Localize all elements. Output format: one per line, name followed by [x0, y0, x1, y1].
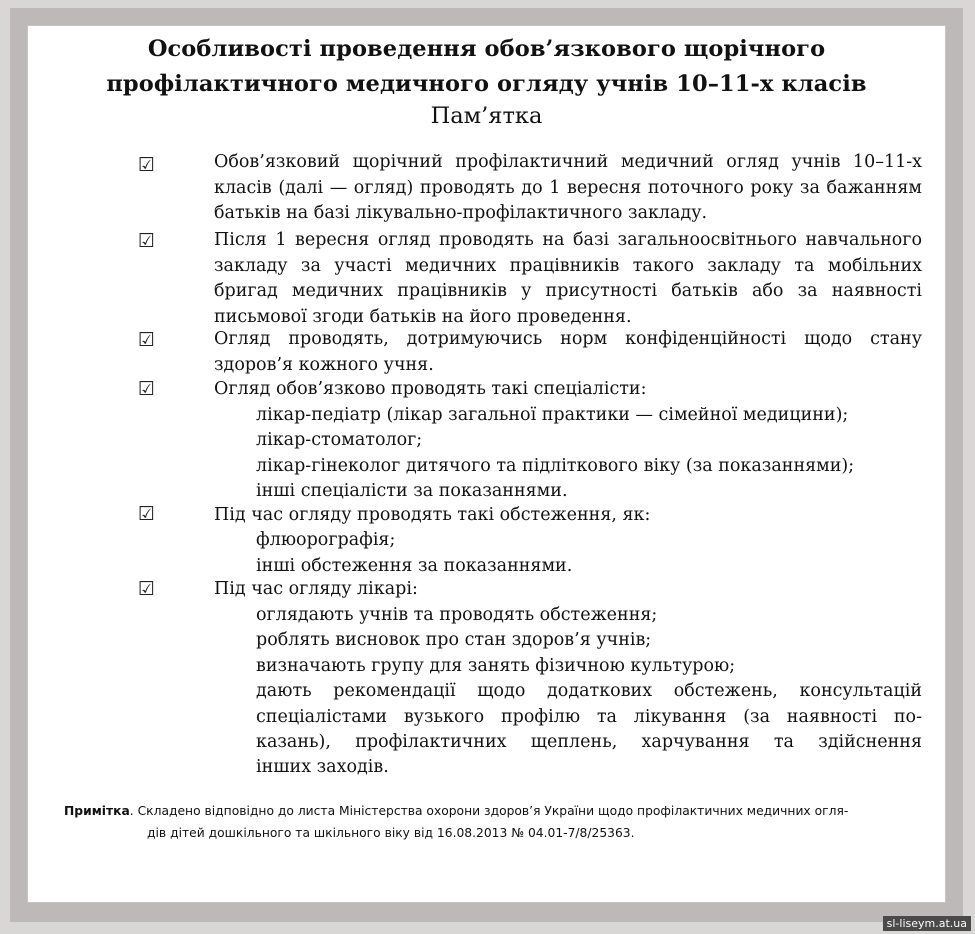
list-subitem: роблять висновок про стан здоров’я учнів;	[256, 630, 652, 650]
memo-page	[28, 26, 945, 902]
subtitle: Пам’ятка	[430, 103, 543, 129]
checkbox-checked-icon: ☑	[138, 329, 156, 351]
list-item: Під час огляду проводять такі обстеження, як:	[214, 505, 651, 525]
footnote-line-1	[64, 800, 924, 822]
checkbox-checked-icon: ☑	[138, 378, 156, 400]
footnote-text-1: . Складено відповідно до листа Міністерства охорони здоров’я України щодо профілактичних медичних огля-	[129, 804, 849, 818]
list-item: Огляд проводять, дотримуючись норм конфіденційності щодо стану здоров’я кожного учня.	[214, 329, 922, 375]
list-subitem: лікар-педіатр (лікар загальної практики — сімейної медицини);	[256, 405, 849, 425]
list-item: Обов’язковий щорічний профілактичний медичний огляд учнів 10–11-х класів (далі — огляд) проводять до 1 вересня поточного року за бажанням батьків на базі лікувально-профілактичного закладу.	[214, 152, 922, 223]
site-watermark: sl-liseym.at.ua	[883, 916, 971, 931]
list-item: Під час огляду лікарі:	[214, 579, 418, 599]
list-subitem: оглядають учнів та проводять обстеження;	[256, 605, 658, 625]
checkbox-checked-icon: ☑	[138, 154, 156, 176]
list-subitem: лікар-гінеколог дитячого та підліткового віку (за показаннями);	[256, 456, 855, 476]
title-line-1: Особливості проведення обов’язкового щорічного	[147, 36, 826, 62]
checkbox-checked-icon: ☑	[138, 503, 156, 525]
list-subitem: інші обстеження за показаннями.	[256, 556, 573, 576]
list-subitem: спеціалістами вузького профілю та лікування (за наявності по-	[256, 707, 922, 727]
list-subitem: лікар-стоматолог;	[256, 430, 423, 450]
list-subitem: дають рекомендації щодо додаткових обстежень, консультацій	[256, 681, 922, 701]
checkbox-checked-icon: ☑	[138, 578, 156, 600]
list-item: Після 1 вересня огляд проводять на базі загальноосвітнього навчального закладу за участі медичних працівників такого закладу та мобільних бригад медичних працівників у присутності батьків або за наявності письмової згоди батьків на його проведення.	[214, 230, 922, 327]
checkbox-checked-icon: ☑	[138, 230, 156, 252]
list-subitem: флюорографія;	[256, 530, 396, 550]
list-subitem: інші спеціалісти за показаннями.	[256, 481, 568, 501]
footnote	[64, 800, 924, 844]
footnote-line-2: дів дітей дошкільного та шкільного віку від 16.08.2013 № 04.01-7/8/25363.	[147, 826, 635, 840]
list-item: Огляд обов’язково проводять такі спеціалісти:	[214, 379, 647, 399]
list-subitem: інших заходів.	[256, 757, 389, 777]
list-subitem: казань), профілактичних щеплень, харчування та здійснення	[256, 732, 922, 752]
title-line-2: профілактичного медичного огляду учнів 10–11-х класів	[106, 71, 867, 97]
footnote-label: Примітка	[64, 804, 130, 818]
list-subitem: визначають групу для занять фізичною культурою;	[256, 656, 736, 676]
